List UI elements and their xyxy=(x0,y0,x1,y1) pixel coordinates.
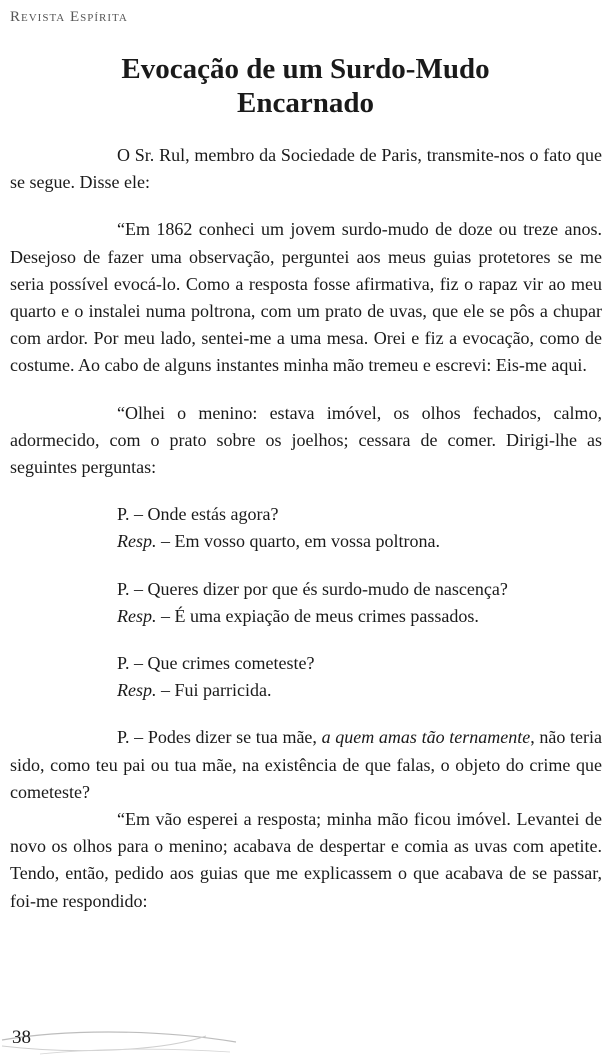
article-title-line2: Encarnado xyxy=(237,87,374,119)
resp-label: Resp. xyxy=(117,605,157,626)
resp-label: Resp. xyxy=(117,531,157,552)
answer-3-text: – Fui parricida. xyxy=(156,680,272,701)
question-1: P. – Onde estás agora? xyxy=(117,504,279,525)
answer-2 xyxy=(117,603,602,630)
answer-3 xyxy=(117,677,602,704)
answer-1-text: – Em vosso quarto, em vossa poltrona. xyxy=(156,531,440,552)
question-4-start: P. – Podes dizer se tua mãe, xyxy=(117,727,322,748)
article-title xyxy=(0,52,611,120)
paragraph-evocation: “Em 1862 conheci um jovem surdo-mudo de doze ou treze anos. Desejoso de fazer uma observação, perguntei aos meus guias protetores se me seria possível evocá-lo. Como a resposta fosse afirmativa, fiz o rapaz vir ao meu quarto e o instalei numa poltrona, com um prato de uvas, que ele se pôs a chupar com ardor. Por meu lado, sentei-me a uma mesa. Orei e fiz a evocação, como de costume. Ao cabo de alguns instantes minha mão tremeu e escrevi: Eis-me aqui. xyxy=(10,219,602,376)
resp-label: Resp. xyxy=(117,680,157,701)
page-number: 38 xyxy=(12,1027,31,1048)
paragraph-waiting: “Em vão esperei a resposta; minha mão ficou imóvel. Levantei de novo os olhos para o menino; acabava de despertar e comia as uvas com apetite. Tendo, então, pedido aos guias que me explicassem o que acabava de se passar, foi-me respondido: xyxy=(10,809,602,911)
qa-block-1 xyxy=(10,501,602,555)
qa-block-3 xyxy=(10,650,602,704)
question-2: P. – Queres dizer por que és surdo-mudo de nascença? xyxy=(117,578,508,599)
paragraph-observation: “Olhei o menino: estava imóvel, os olhos fechados, calmo, adormecido, com o prato sobre os joelhos; cessara de comer. Dirigi-lhe as seguintes perguntas: xyxy=(10,402,602,478)
article-body xyxy=(10,142,602,915)
paragraph-intro: O Sr. Rul, membro da Sociedade de Paris, transmite-nos o fato que se segue. Disse ele: xyxy=(10,145,602,193)
paragraph-question-4 xyxy=(10,724,602,806)
question-3: P. – Que crimes cometeste? xyxy=(117,653,315,674)
swash-ornament-icon xyxy=(0,1018,240,1058)
qa-block-2 xyxy=(10,576,602,630)
running-header: Revista Espírita xyxy=(10,9,128,25)
answer-2-text: – É uma expiação de meus crimes passados. xyxy=(156,605,479,626)
question-4-end: , não teria sido, como teu pai ou tua mãe, na existência de que falas, o objeto do crime que cometeste? xyxy=(10,727,603,802)
question-4-emphasis: a quem amas tão ternamente xyxy=(321,727,531,748)
answer-1 xyxy=(117,528,602,555)
article-title-line1: Evocação de um Surdo-Mudo xyxy=(121,53,490,85)
